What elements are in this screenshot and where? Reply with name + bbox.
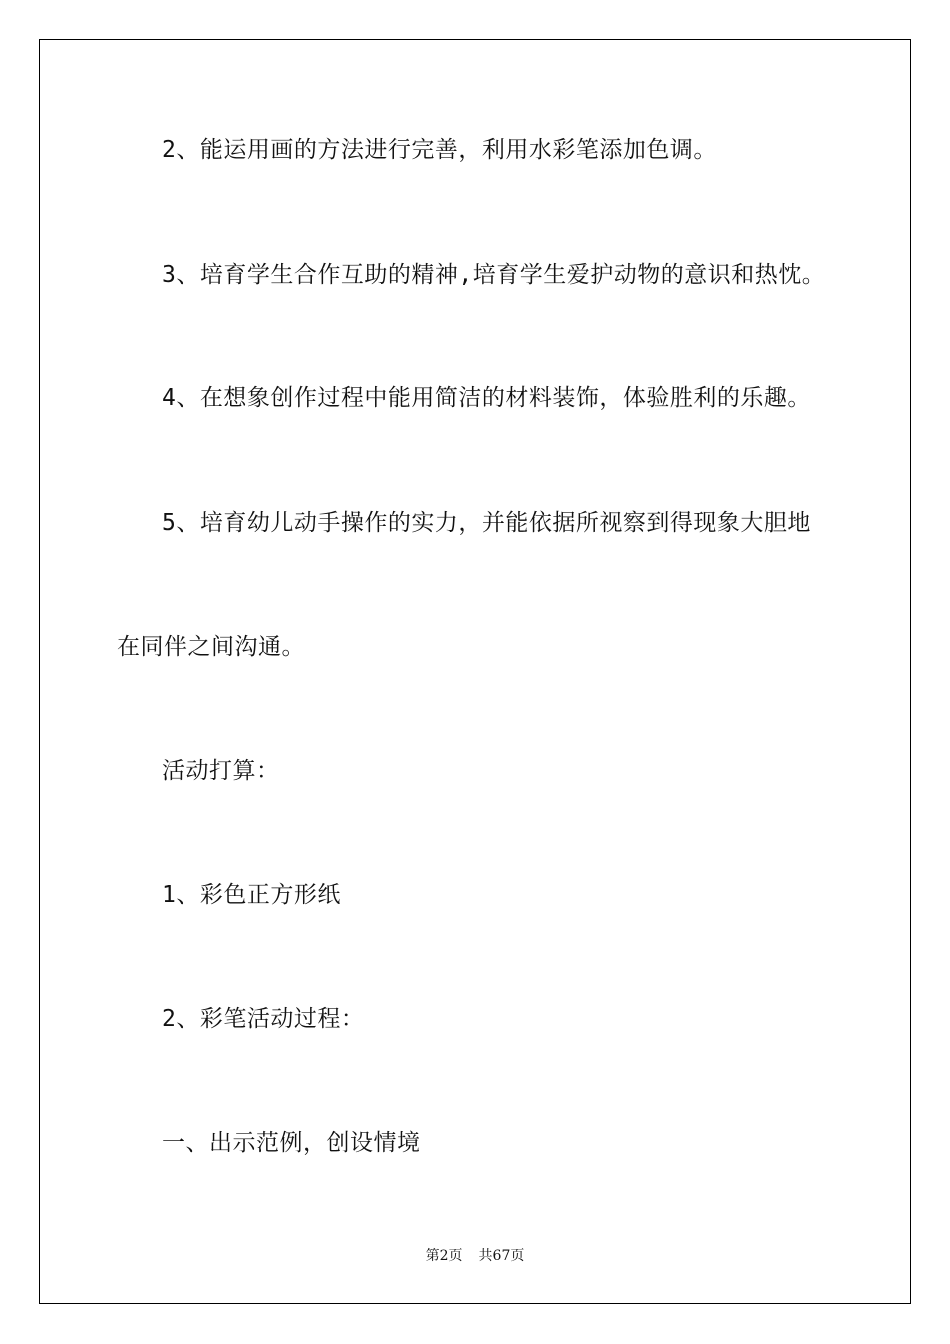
section-heading-preparation: 活动打算： (162, 758, 280, 784)
paragraph-objective-3: 3、培育学生合作互助的精神,培育学生爱护动物的意识和热忱。 (162, 262, 826, 288)
list-item-markers-process: 2、彩笔活动过程： (162, 1006, 365, 1032)
step-heading-1: 一、出示范例，创设情境 (162, 1130, 421, 1156)
list-item-paper: 1、彩色正方形纸 (162, 882, 341, 908)
page-footer (0, 1247, 950, 1265)
paragraph-objective-5-continued: 在同伴之间沟通。 (117, 634, 305, 660)
paragraph-objective-5: 5、培育幼儿动手操作的实力，并能依据所视察到得现象大胆地 (162, 510, 811, 536)
page-border (39, 39, 911, 1304)
page-number: 第2页 (425, 1248, 463, 1264)
page-total: 共67页 (478, 1248, 525, 1264)
paragraph-objective-4: 4、在想象创作过程中能用简洁的材料装饰，体验胜利的乐趣。 (162, 385, 811, 411)
paragraph-objective-2: 2、能运用画的方法进行完善，利用水彩笔添加色调。 (162, 137, 717, 163)
